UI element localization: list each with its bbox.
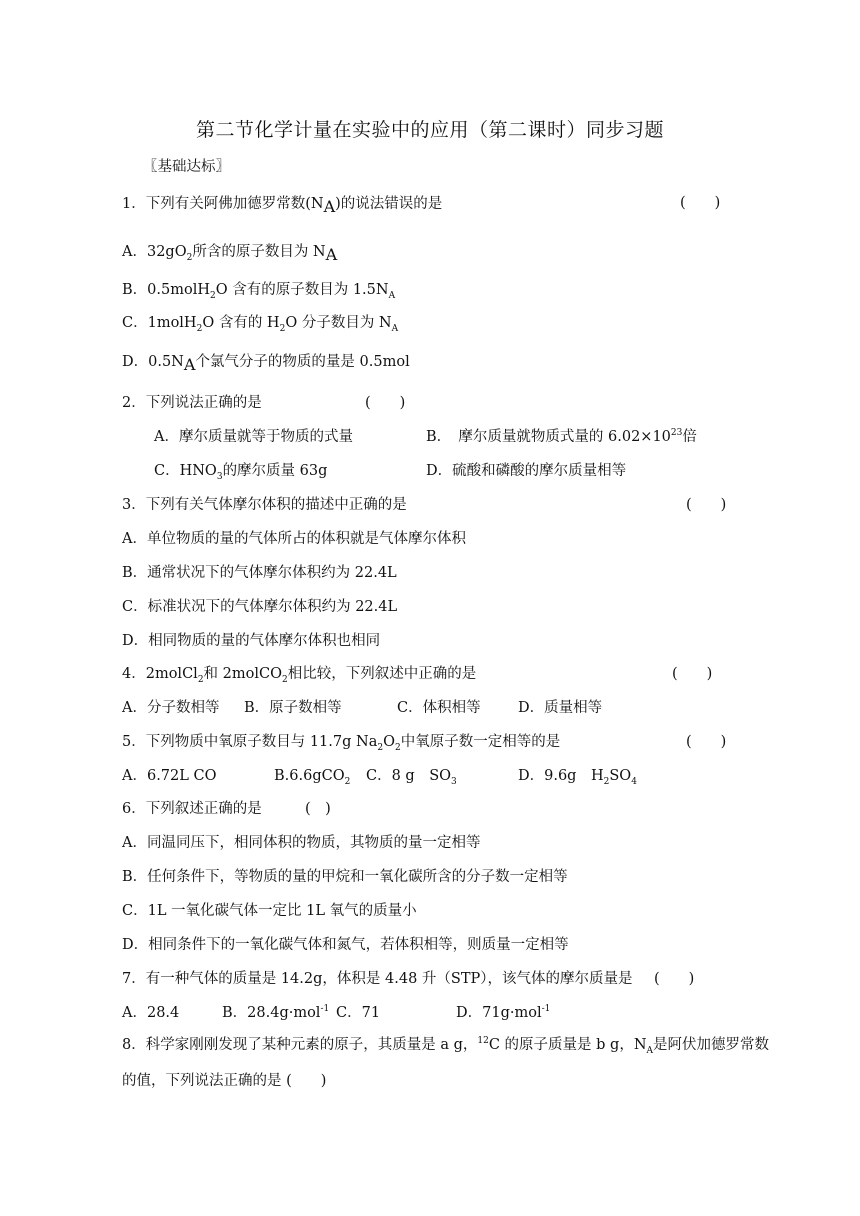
question-3-option-b: B．通常状况下的气体摩尔体积约为 22.4L xyxy=(122,565,397,581)
question-2-option-b: B． 摩尔质量就物质式量的 $6.02\times 10^{23}$倍 xyxy=(426,428,697,445)
question-2-option-d: D．硫酸和磷酸的摩尔质量相等 xyxy=(426,463,627,479)
question-4-answer-blank: ( ) xyxy=(672,666,713,682)
question-4-option-d: D．质量相等 xyxy=(518,700,603,716)
question-2-option-a: A．摩尔质量就等于物质的式量 xyxy=(154,429,353,445)
question-5-option-a: A．6.72L CO xyxy=(122,768,217,784)
question-4-option-c: C．体积相等 xyxy=(397,700,481,716)
question-3-option-a: A．单位物质的量的气体所占的体积就是气体摩尔体积 xyxy=(122,531,466,547)
question-1-option-c: C．1molH$_2$O 含有的 $H_2O$ 分子数目为 $N_A$ xyxy=(122,315,399,334)
question-5-answer-blank: ( ) xyxy=(686,734,727,750)
question-7-option-c: C．71 xyxy=(336,1005,381,1021)
question-5-option-d: D．9.6g $H_2SO_4$ xyxy=(518,768,637,787)
section-heading: 〖基础达标〗 xyxy=(143,159,230,175)
question-6-option-b: B．任何条件下，等物质的量的甲烷和一氧化碳所含的分子数一定相等 xyxy=(122,869,568,885)
question-7-answer-blank: ( ) xyxy=(654,971,695,987)
question-6-option-d: D．相同条件下的一氧化碳气体和氮气，若体积相等，则质量一定相等 xyxy=(122,937,569,953)
question-3-option-c: C．标准状况下的气体摩尔体积约为 22.4L xyxy=(122,599,398,615)
question-4-option-a: A．分子数相等 xyxy=(122,700,220,716)
question-7-option-b: B．28.4g·mol$^{-1}$ xyxy=(222,1004,330,1021)
question-1-option-b: B．0.5molH$_2$O 含有的原子数目为 $1.5N_A$ xyxy=(122,282,396,301)
question-1-option-d: D．0.5NA个氯气分子的物质的量是 0.5mol xyxy=(122,354,410,374)
question-8-stem-continued: 的值，下列说法正确的是 ( ) xyxy=(122,1073,327,1089)
question-7-option-d: D．71g·mol$^{-1}$ xyxy=(456,1004,551,1021)
question-2-stem: 2．下列说法正确的是 xyxy=(122,395,262,411)
question-7-option-a: A．28.4 xyxy=(122,1005,180,1021)
question-8-stem: 8．科学家刚刚发现了某种元素的原子，其质量是 a g，$^{12}$C 的原子质量是 b g，$N_A$是阿伏加德罗常数 xyxy=(122,1036,770,1056)
question-4-option-b: B．原子数相等 xyxy=(244,700,342,716)
question-5-option-b: B.6.6gCO$_2$ xyxy=(274,768,351,787)
question-2-answer-blank: ( ) xyxy=(365,395,406,411)
question-3-stem: 3．下列有关气体摩尔体积的描述中正确的是 xyxy=(122,497,407,513)
question-4-stem: 4．2molCl$_2$和 2molCO$_2$相比较，下列叙述中正确的是 xyxy=(122,666,477,685)
question-7-stem: 7．有一种气体的质量是 14.2g，体积是 4.48 升（STP），该气体的摩尔质量是 xyxy=(122,971,633,987)
question-6-option-a: A．同温同压下，相同体积的物质，其物质的量一定相等 xyxy=(122,835,481,851)
question-6-answer-blank: ( ) xyxy=(305,801,331,817)
question-1-answer-blank: ( ) xyxy=(680,195,721,211)
question-6-option-c: C．1L 一氧化碳气体一定比 1L 氧气的质量小 xyxy=(122,903,417,919)
question-2-option-c: C．$HNO_3$的摩尔质量 63g xyxy=(154,463,328,482)
question-3-option-d: D．相同物质的量的气体摩尔体积也相同 xyxy=(122,633,381,649)
question-5-option-c: C．8 g $SO_3$ xyxy=(366,768,457,787)
question-1-option-a: A．$32gO_2$所含的原子数目为 NA xyxy=(122,244,338,264)
question-6-stem: 6．下列叙述正确的是 xyxy=(122,801,262,817)
question-3-answer-blank: ( ) xyxy=(686,497,727,513)
page-title: 第二节化学计量在实验中的应用（第二课时）同步习题 xyxy=(195,119,664,141)
question-5-stem: 5．下列物质中氧原子数目与 11.7g $Na_2O_2$中氧原子数一定相等的是 xyxy=(122,734,561,753)
question-1-stem: 1．下列有关阿佛加德罗常数(NA)的说法错误的是 xyxy=(122,196,443,216)
